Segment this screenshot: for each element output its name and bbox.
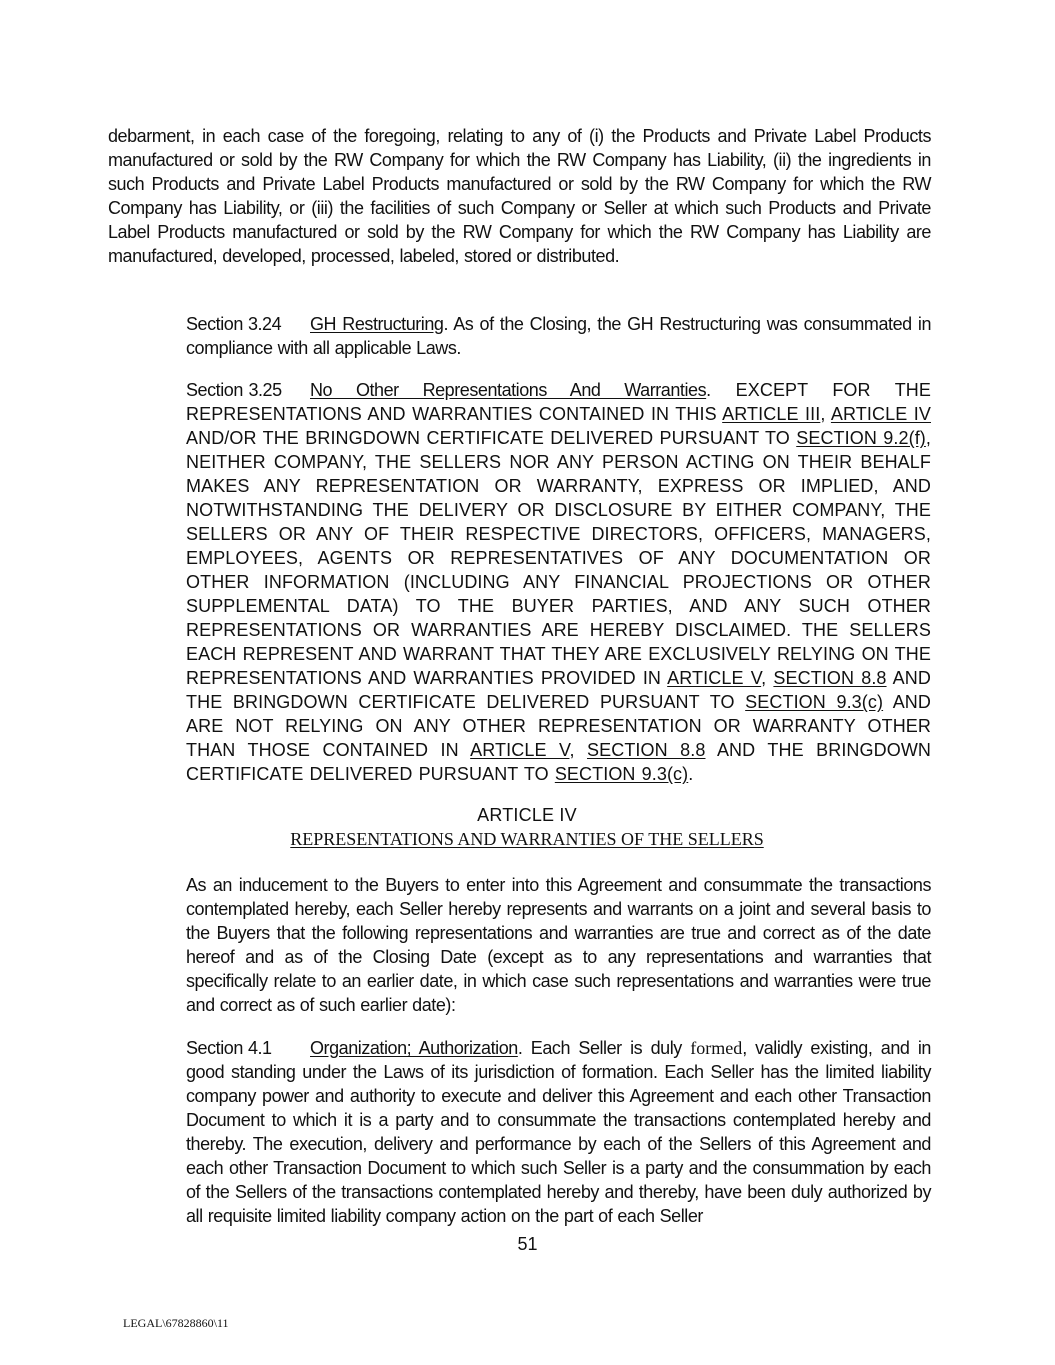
document-id: LEGAL\67828860\11 <box>123 1316 229 1330</box>
section-text: AND ARE NOT RELYING ON ANY OTHER REPRESENTATION OR WARRANTY OTHER THAN THOSE CONTAINED IN <box>186 692 931 760</box>
section-number: Section 4.1 <box>186 1038 272 1058</box>
section-title: GH Restructuring <box>310 314 444 334</box>
paragraph-debarment <box>108 124 931 268</box>
page-number-block <box>0 1233 1055 1255</box>
section-body: . As of the Closing, the GH Restructuring was consummated in compliance with all applicable Laws. <box>186 314 932 358</box>
cross-reference: ARTICLE V <box>470 740 570 760</box>
section-3-24 <box>123 312 931 360</box>
section-3-25 <box>123 378 931 786</box>
section-text: AND/OR THE BRINGDOWN CERTIFICATE DELIVERED PURSUANT TO <box>186 428 797 448</box>
section-text: , validly existing, and in good standing under the Laws of its jurisdiction of formation. Each Seller has the limited liability company power and authority to execute and deliver this Agreement and each other Transaction Document to which it is a party and to consummate the transactions contemplated hereby and thereby. The execution, delivery and performance by each of the Sellers of this Agreement and each other Transaction Document to which such Seller is a party and the consummation by each of the Sellers of the transactions contemplated hereby and thereby, have been duly authorized by all requisite limited liability company action on the part of each Seller <box>186 1038 931 1226</box>
page-number: 51 <box>517 1234 538 1254</box>
section-title: Organization; Authorization <box>310 1038 518 1058</box>
paragraph-text: debarment, in each case of the foregoing, relating to any of (i) the Products and Private Label Products manufactured or sold by the RW Company for which the RW Company has Liability, (ii) the ingredients in such Products and Private Label Products manufactured or sold by the RW Company for which the RW Company has Liability, or (iii) the facilities of such Company or Seller at which such Products and Private Label Products manufactured or sold by the RW Company for which the RW Company has Liability are manufactured, developed, processed, labeled, stored or distributed. <box>108 126 931 266</box>
section-text: , NEITHER COMPANY, THE SELLERS NOR ANY PERSON ACTING ON THEIR BEHALF MAKES ANY REPRESENTATION OR WARRANTY, EXPRESS OR IMPLIED, AND NOTWITHSTANDING THE DELIVERY OR DISCLOSURE BY EITHER COMPANY, THE SELLERS OR ANY OF THEIR RESPECTIVE DIRECTORS, OFFICERS, MANAGERS, EMPLOYEES, AGENTS OR REPRESENTATIVES OF ANY DOCUMENTATION OR OTHER INFORMATION (INCLUDING ANY FINANCIAL PROJECTIONS OR OTHER SUPPLEMENTAL DATA) TO THE BUYER PARTIES, AND ANY SUCH OTHER REPRESENTATIONS OR WARRANTIES ARE HEREBY DISCLAIMED. THE SELLERS EACH REPRESENT AND WARRANT THAT THEY ARE EXCLUSIVELY RELYING ON THE REPRESENTATIONS AND WARRANTIES PROVIDED IN <box>186 428 931 688</box>
cross-reference: SECTION 9.3(c) <box>554 764 689 784</box>
section-number: Section 3.25 <box>186 380 282 400</box>
cross-reference: SECTION 9.2(f) <box>796 428 926 448</box>
article-iv-heading <box>123 803 931 851</box>
section-title: No Other Representations And Warranties <box>310 380 707 400</box>
section-text-serif: formed <box>690 1038 743 1058</box>
section-text: . EXCEPT FOR THE REPRESENTATIONS AND WARRANTIES CONTAINED IN THIS <box>186 380 931 424</box>
article-iv-intro <box>123 873 931 1017</box>
cross-reference: ARTICLE IV <box>830 404 931 424</box>
article-title: ARTICLE IV <box>477 805 577 825</box>
article-subtitle: REPRESENTATIONS AND WARRANTIES OF THE SELLERS <box>290 829 764 849</box>
section-text: . Each Seller is duly <box>517 1038 691 1058</box>
section-text: AND THE BRINGDOWN CERTIFICATE DELIVERED PURSUANT TO <box>186 740 932 784</box>
section-text: , <box>820 404 831 424</box>
section-text: AND THE BRINGDOWN CERTIFICATE DELIVERED PURSUANT TO <box>186 668 931 712</box>
cross-reference: SECTION 8.8 <box>773 668 887 688</box>
section-4-1 <box>123 1036 931 1228</box>
section-text: , <box>569 740 588 760</box>
footer <box>123 1316 423 1330</box>
cross-reference: ARTICLE III <box>722 404 821 424</box>
section-text: . <box>688 764 694 784</box>
section-number: Section 3.24 <box>186 314 282 334</box>
intro-text: As an inducement to the Buyers to enter into this Agreement and consummate the transactions contemplated hereby, each Seller hereby represents and warrants on a joint and several basis to the Buyers that the following representations and warranties are true and correct as of the date hereof and as of the Closing Date (except as to any representations and warranties that specifically relate to an earlier date, in which case such representations and warranties were true and correct as of such earlier date): <box>186 875 931 1015</box>
cross-reference: SECTION 8.8 <box>587 740 706 760</box>
cross-reference: SECTION 9.3(c) <box>745 692 884 712</box>
section-text: , <box>761 668 774 688</box>
cross-reference: ARTICLE V <box>667 668 762 688</box>
